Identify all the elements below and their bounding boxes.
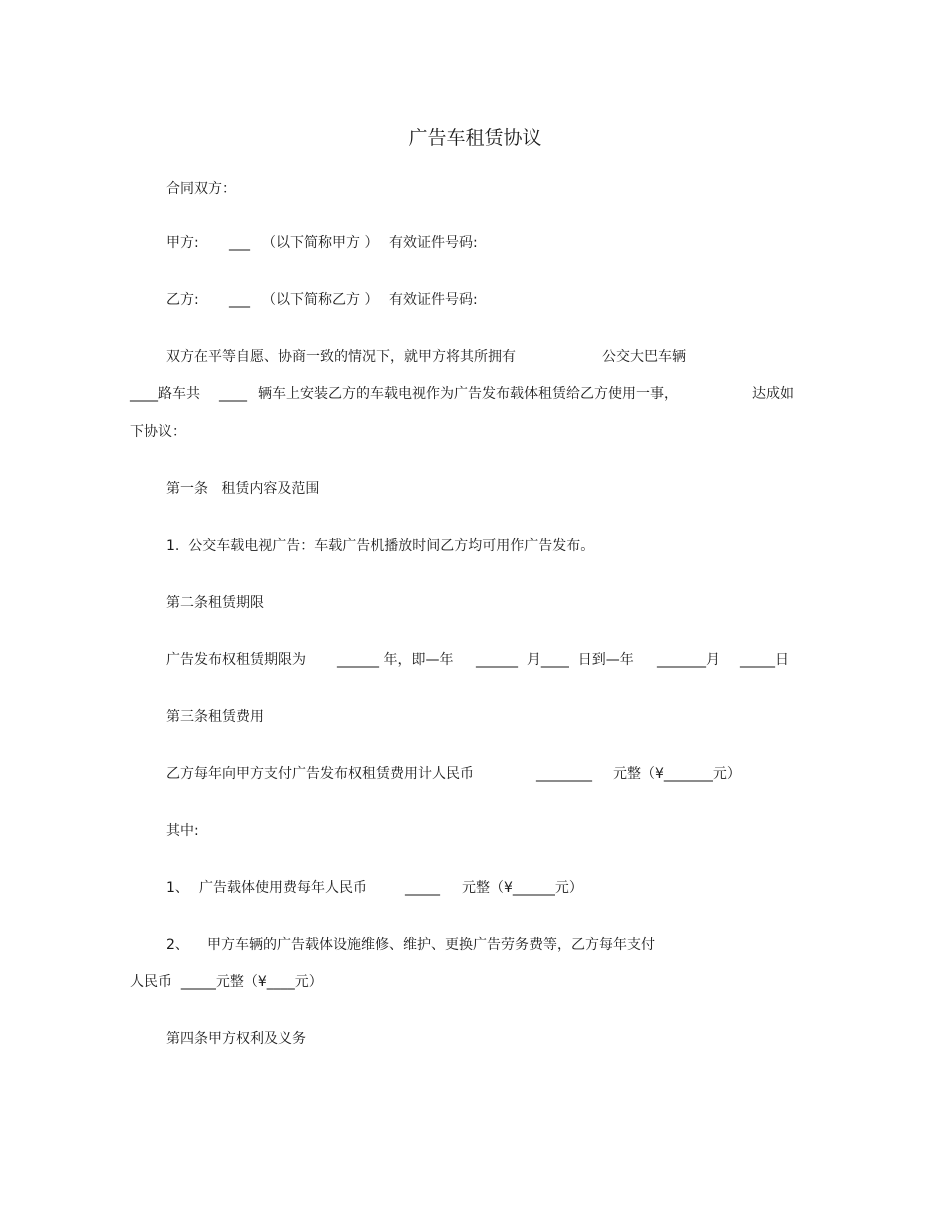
party-b-abbrev: （以下简称乙方 ） <box>262 292 379 308</box>
article-4-heading: 第四条甲方权利及义务 <box>166 1031 306 1047</box>
party-a-label: 甲方: <box>166 235 199 251</box>
fee-item-2-number: 2、 <box>166 937 189 953</box>
fee-item-2-amount: 人民币 _____元整（¥____元） <box>130 974 323 990</box>
fee-item-1-number: 1、 <box>166 880 189 896</box>
document-title: 广告车租赁协议 <box>408 127 542 149</box>
term-text-c: ______ 月____ 日到—年 <box>476 652 634 668</box>
intro-line-2b: ____ <box>219 386 247 402</box>
fee-item-1-blank: _____ <box>405 880 440 896</box>
party-b-name-blank: ___ <box>229 292 250 308</box>
article-3-heading: 第三条租赁费用 <box>166 709 264 725</box>
fee-item-1-text: 广告载体使用费每年人民币 <box>199 880 367 896</box>
intro-line-3: 下协议： <box>130 424 186 440</box>
term-text-a: 广告发布权租赁期限为 <box>166 652 306 668</box>
intro-line-2d: 达成如 <box>752 386 794 402</box>
article-2-heading: 第二条租赁期限 <box>166 595 264 611</box>
party-a-abbrev: （以下简称甲方 ） <box>262 235 379 251</box>
fee-text-a: 乙方每年向甲方支付广告发布权租赁费用计人民币 <box>166 766 474 782</box>
party-b-label: 乙方: <box>166 292 199 308</box>
fee-item-2-text: 甲方车辆的广告载体设施维修、维护、更换广告劳务费等，乙方每年支付 <box>207 937 655 953</box>
fee-among-label: 其中: <box>166 823 199 839</box>
article-1-item-1: 1. 公交车载电视广告：车载广告机播放时间乙方均可用作广告发布。 <box>166 538 595 554</box>
party-a-name-blank: ___ <box>229 235 250 251</box>
fee-text-b: ________ <box>536 766 592 782</box>
party-a-id-label: 有效证件号码: <box>389 235 478 251</box>
intro-line-1b: 公交大巴车辆 <box>602 349 686 365</box>
intro-line-2a: ____路车共 <box>130 386 200 402</box>
term-text-e: _____日 <box>740 652 789 668</box>
term-text-d: _______月 <box>657 652 720 668</box>
parties-heading: 合同双方： <box>166 181 236 197</box>
party-b-id-label: 有效证件号码: <box>389 292 478 308</box>
fee-text-c: 元整（¥_______元） <box>613 766 741 782</box>
article-1-heading: 第一条 租赁内容及范围 <box>166 481 320 497</box>
intro-line-2c: 辆车上安装乙方的车载电视作为广告发布载体租赁给乙方使用一事， <box>258 386 678 402</box>
fee-item-1-amount: 元整（¥______元） <box>462 880 583 896</box>
term-text-b: ______ 年，即—年 <box>337 652 454 668</box>
intro-line-1a: 双方在平等自愿、协商一致的情况下，就甲方将其所拥有 <box>166 349 516 365</box>
